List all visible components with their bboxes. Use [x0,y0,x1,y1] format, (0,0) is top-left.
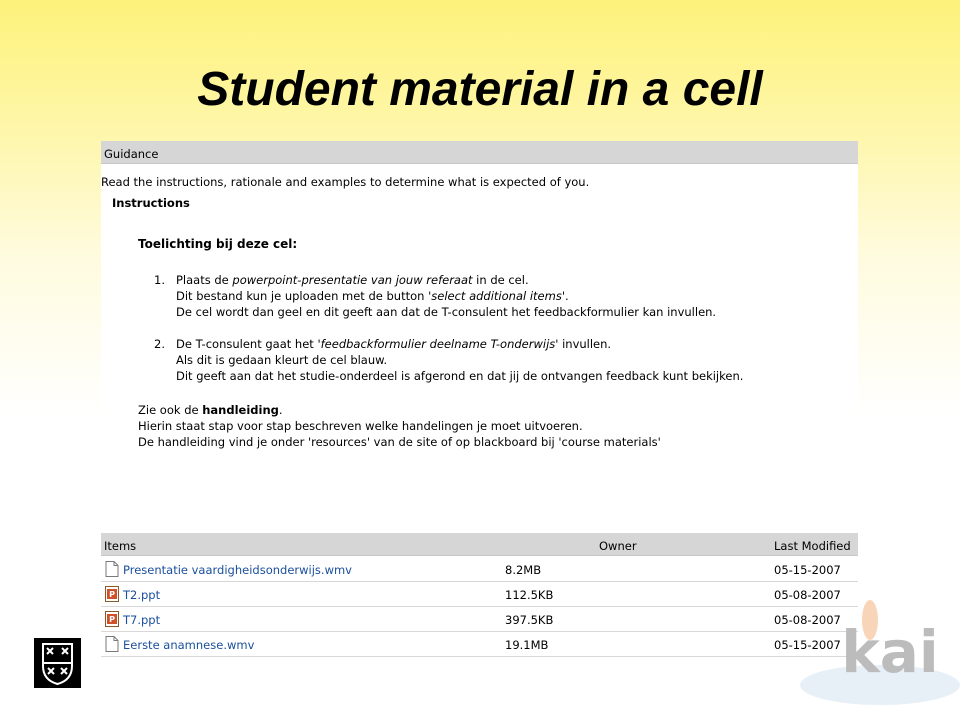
step-line [176,336,838,352]
item-date: 05-08-2007 [774,613,841,627]
item-date: 05-15-2007 [774,638,841,652]
sakai-logo [790,590,960,710]
instructions-list [138,272,838,400]
see-also-block [138,402,661,450]
column-header-last-modified[interactable]: Last Modified [774,539,851,553]
slide-title: Student material in a cell [197,63,763,116]
step-line [176,288,838,304]
svg-text:P: P [109,590,115,599]
step-text: Plaats de [176,273,233,287]
item-link[interactable]: T7.ppt [123,613,161,627]
instructions-subheading: Toelichting bij deze cel: [138,237,298,251]
document-icon [105,636,119,652]
svg-text:kai: kai [841,618,939,686]
see-also-line: De handleiding vind je onder 'resources' van de site of op blackboard bij 'course materials' [138,435,661,449]
item-size: 8.2MB [505,563,542,577]
step-text: . [564,289,569,303]
university-logo [34,638,81,688]
table-row [101,607,858,632]
step-emphasis: powerpoint-presentatie van jouw referaat [232,273,473,287]
item-link[interactable]: T2.ppt [123,588,161,602]
item-size: 112.5KB [505,588,554,602]
step-number: 2. [154,337,165,351]
table-row [101,557,858,582]
step-number: 1. [154,273,165,287]
step-line: Dit geeft aan dat het studie-onderdeel is afgerond en dat jij de ontvangen feedback kunt bekijken. [176,369,744,383]
item-date: 05-15-2007 [774,563,841,577]
step-line: Als dit is gedaan kleurt de cel blauw. [176,353,388,367]
step-line [176,272,838,288]
document-icon [105,561,119,577]
guidance-panel [101,141,858,662]
item-size: 19.1MB [505,638,549,652]
step-text: in de cel. [472,273,529,287]
handleiding-label: handleiding [202,403,279,417]
ppt-icon [105,586,119,602]
instruction-step [138,336,838,384]
step-emphasis: 'select additional items' [428,289,565,303]
see-also-line: Hierin staat stap voor stap beschreven welke handelingen je moet uitvoeren. [138,419,583,433]
column-header-items[interactable]: Items [104,539,137,553]
shield-crosses-icon [34,638,81,688]
item-date: 05-08-2007 [774,588,841,602]
step-line: De cel wordt dan geel en dit geeft aan dat de T-consulent het feedbackformulier kan invullen. [176,305,717,319]
item-size: 397.5KB [505,613,554,627]
table-row [101,582,858,607]
see-also-text: Zie ook de [138,403,203,417]
guidance-intro-text: Read the instructions, rationale and examples to determine what is expected of you. [101,175,590,189]
svg-text:P: P [109,615,115,624]
table-row [101,632,858,657]
see-also-text: . [278,403,283,417]
step-text: ' invullen. [555,337,612,351]
guidance-header: Guidance [101,141,858,164]
step-text: Dit bestand kun je uploaden met de button [176,289,429,303]
item-link[interactable]: Eerste anamnese.wmv [123,638,255,652]
items-table-header [101,533,858,556]
ppt-icon [105,611,119,627]
step-text: De T-consulent gaat het [176,337,318,351]
item-link[interactable]: Presentatie vaardigheidsonderwijs.wmv [123,563,352,577]
instruction-step [138,272,838,320]
see-also-line [138,402,661,418]
step-emphasis: 'feedbackformulier deelname T-onderwijs [317,337,556,351]
column-header-owner[interactable]: Owner [599,539,637,553]
instructions-heading: Instructions [112,196,190,210]
